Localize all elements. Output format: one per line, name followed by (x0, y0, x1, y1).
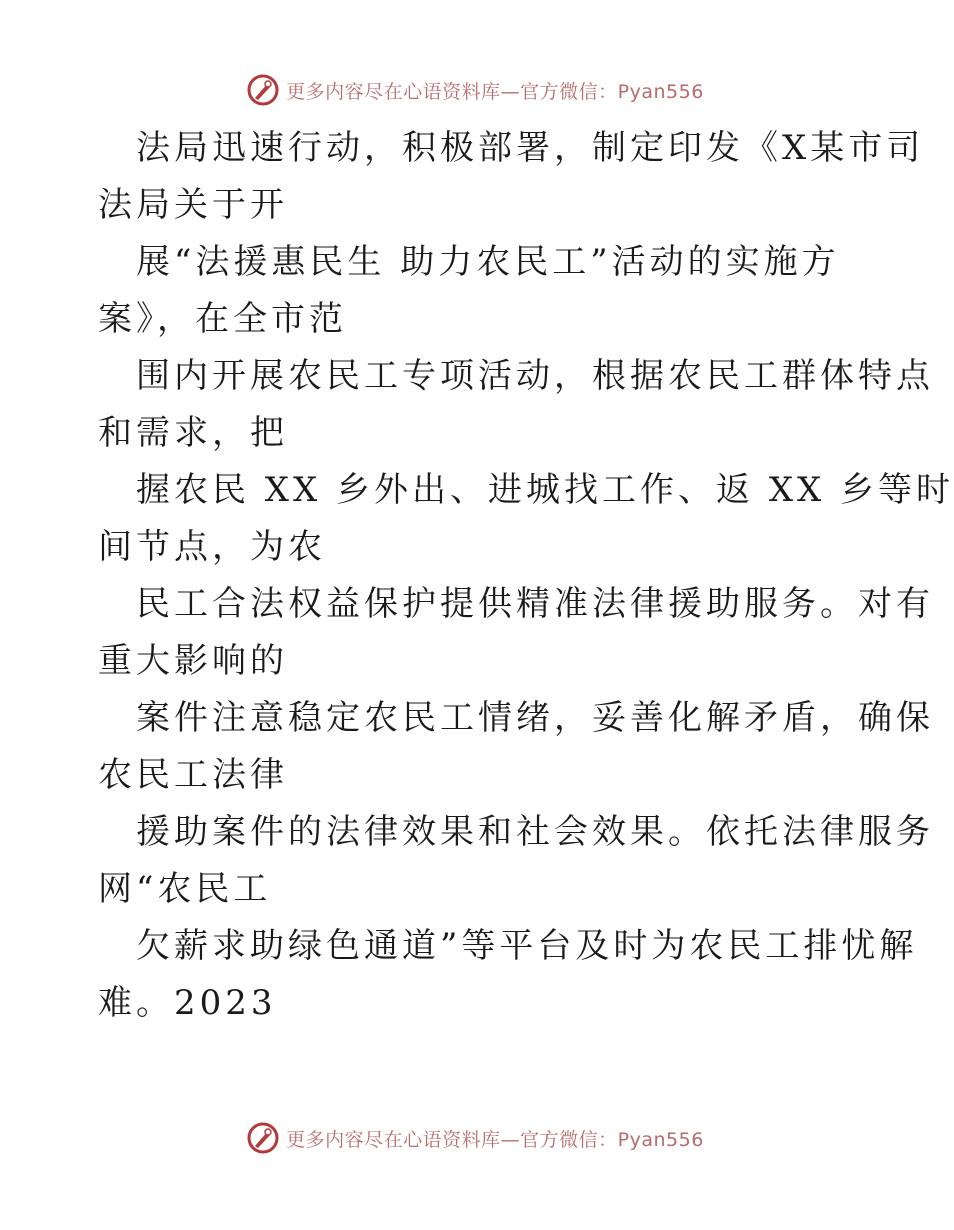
text-line: 农民工法律 (98, 755, 288, 795)
text-line: 围内开展农民工专项活动，根据农民工群体特点 (136, 356, 934, 396)
text-line: 欠薪求助绿色通道”等平台及时为农民工排忧解 (136, 926, 918, 966)
text-line: 民工合法权益保护提供精准法律援助服务。对有 (136, 584, 934, 624)
text-line: 法局迅速行动，积极部署，制定印发《X某市司 (136, 128, 925, 168)
text-line: 案件注意稳定农民工情绪，妥善化解矛盾，确保 (136, 698, 934, 738)
footer-banner-text: 更多内容尽在心语资料库—官方微信：Pyan556 (286, 1128, 704, 1151)
text-line: 展“法援惠民生 助力农民工”活动的实施方 (136, 242, 840, 282)
rose-pen-logo-icon (246, 73, 280, 107)
text-line: 握农民 XX 乡外出、进城找工作、返 XX 乡等时 (136, 470, 954, 510)
text-line: 法局关于开 (98, 185, 288, 225)
text-line: 援助案件的法律效果和社会效果。依托法律服务 (136, 812, 934, 852)
header-banner (0, 70, 950, 110)
text-line: 案》，在全市范 (98, 299, 347, 339)
text-line: 重大影响的 (98, 641, 288, 681)
header-banner-text: 更多内容尽在心语资料库—官方微信：Pyan556 (286, 80, 704, 103)
rose-pen-logo-icon (246, 1121, 280, 1155)
text-line: 间节点，为农 (98, 527, 326, 567)
document-body (98, 120, 954, 1032)
text-line: 和需求，把 (98, 413, 288, 453)
footer-banner (0, 1118, 950, 1158)
text-line: 网“农民工 (98, 869, 272, 909)
text-line: 难。2023 (98, 983, 277, 1023)
